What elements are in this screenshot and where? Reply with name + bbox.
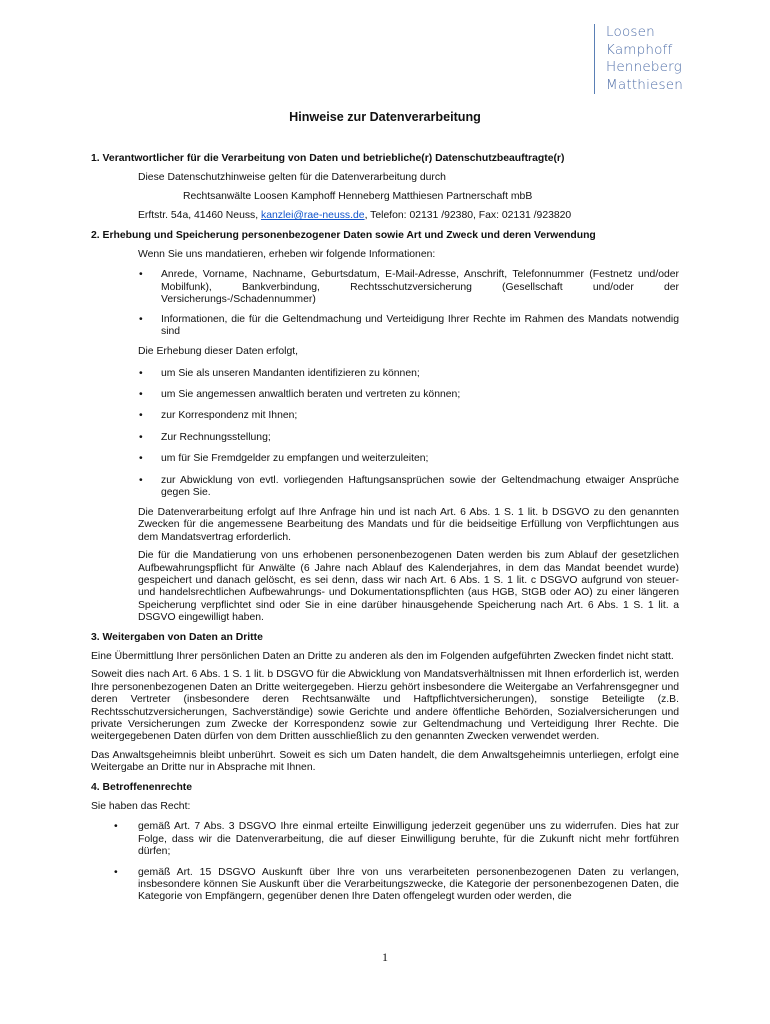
section-2-intro-2: Die Erhebung dieser Daten erfolgt, [138,346,298,358]
list-item: • um für Sie Fremdgelder zu empfangen und weiterzuleiten; [91,453,679,465]
logo-line: Matthiesen [606,76,684,93]
section-3-paragraph-3: Das Anwaltsgeheimnis bleibt unberührt. Soweit es sich um Daten handelt, die dem Anwaltsgeheimnis unterliegen, erfolgt eine Weitergabe an Dritte nur in Absprache mit Ihnen. [91,749,679,774]
list-item: • zur Korrespondenz mit Ihnen; [91,410,679,422]
document-title: Hinweise zur Datenverarbeitung [289,110,481,124]
section-2-intro: Wenn Sie uns mandatieren, erheben wir folgende Informationen: [138,249,436,261]
firm-address [91,210,679,222]
section-2-paragraph-legal-basis: Die Datenverarbeitung erfolgt auf Ihre Anfrage hin und ist nach Art. 6 Abs. 1 S. 1 lit. b DSGVO zu den genannten Zwecken für die angemessene Bearbeitung des Mandats und für die beidseitige Erfüllung von Verpflichtungen aus dem Mandatsvertrag erforderlich. [138,506,679,543]
section-2-heading: 2. Erhebung und Speicherung personenbezogener Daten sowie Art und Zweck und deren Verwendung [91,229,596,241]
page-number: 1 [382,950,388,964]
email-link[interactable]: kanzlei@rae-neuss.de [261,210,365,222]
list-item: • Zur Rechnungsstellung; [91,432,679,444]
list-item: • gemäß Art. 7 Abs. 3 DSGVO Ihre einmal erteilte Einwilligung jederzeit gegenüber uns zu widerrufen. Dies hat zur Folge, dass wir die Datenverarbeitung, die auf dieser Einwilligung beruhte, für die Zukunft nicht mehr fortführen dürfen; [91,821,679,858]
purpose-list [91,368,679,500]
document-body [91,153,679,910]
logo-line: Kamphoff [606,41,673,58]
address-text: Erftstr. 54a, 41460 Neuss, [138,210,262,222]
logo-line: Loosen [606,24,655,40]
section-3-paragraph-1: Eine Übermittlung Ihrer persönlichen Daten an Dritte zu anderen als den im Folgenden aufgeführten Zwecken findet nicht statt. [91,650,674,662]
firm-name: Rechtsanwälte Loosen Kamphoff Henneberg Matthiesen Partnerschaft mbB [183,190,533,202]
list-item: • Informationen, die für die Geltendmachung und Verteidigung Ihrer Rechte im Rahmen des Mandats notwendig sind [91,314,679,339]
section-3-paragraph-2: Soweit dies nach Art. 6 Abs. 1 S. 1 lit. b DSGVO für die Abwicklung von Mandatsverhältnissen mit Ihnen erforderlich ist, werden Ihre personenbezogenen Daten an Dritte weitergegeben. Hierzu gehört insbesondere die Weitergabe an Verfahrensgegner und deren Vertreter (insbesondere deren Rechtsanwälte und Haftpflichtversicherungen), sonstige Beteiligte (z.B. Rechtsschutzversicherungen, Sachverständige) sowie Gerichte und andere öffentliche Behörden, Sozialversicherungen und private Versicherungen zum Zwecke der Korrespondenz sowie zur Geltendmachung und Verteidigung Ihrer Rechte. Die weitergegebenen Daten dürfen von dem Dritten ausschließlich zu den genannten Zwecken verwendet werden. [91,669,679,743]
list-item: • gemäß Art. 15 DSGVO Auskunft über Ihre von uns verarbeiteten personenbezogenen Daten zu verlangen, insbesondere können Sie Auskunft über die Verarbeitungszwecke, die Kategorie der personenbezogenen Daten, die Kategorie von Empfängern, gegenüber denen Ihre Daten offengelegt wurden oder werden, die [91,867,679,904]
section-1-intro: Diese Datenschutzhinweise gelten für die Datenverarbeitung durch [138,172,446,184]
list-item: • um Sie als unseren Mandanten identifizieren zu können; [91,368,679,380]
logo-line: Henneberg [606,59,682,75]
list-item: • zur Abwicklung von evtl. vorliegenden Haftungsansprüchen sowie der Geltendmachung etwaiger Ansprüche gegen Sie. [91,475,679,500]
list-item: • um Sie angemessen anwaltlich beraten und vertreten zu können; [91,389,679,401]
firm-logo [594,24,683,94]
section-4-heading: 4. Betroffenenrechte [91,781,193,793]
section-4-intro: Sie haben das Recht: [91,801,191,813]
section-3-heading: 3. Weitergaben von Daten an Dritte [91,631,263,643]
collected-data-list [91,269,679,338]
rights-list [91,821,679,903]
contact-text: , Telefon: 02131 /92380, Fax: 02131 /923820 [364,210,572,222]
section-1-heading: 1. Verantwortlicher für die Verarbeitung von Daten und betriebliche(r) Datenschutzbeauftragte(r) [91,153,565,164]
list-item: • Anrede, Vorname, Nachname, Geburtsdatum, E-Mail-Adresse, Anschrift, Telefonnummer (Festnetz und/oder Mobilfunk), Bankverbindung, Rechtsschutzversicherung (Gesellschaft und/oder der Versicherungs-/Schadennummer) [91,269,679,306]
section-2-paragraph-retention: Die für die Mandatierung von uns erhobenen personenbezogenen Daten werden bis zum Ablauf der gesetzlichen Aufbewahrungspflicht für Anwälte (6 Jahre nach Ablauf des Kalenderjahres, in dem das Mandat beendet wurde) gespeichert und danach gelöscht, es sei denn, dass wir nach Art. 6 Abs. 1 S. 1 lit. c DSGVO aufgrund von steuer- und handelsrechtlichen Aufbewahrungs- und Dokumentationspflichten (aus HGB, StGB oder AO) zu einer längeren Speicherung verpflichtet sind oder Sie in eine darüber hinausgehende Speicherung nach Art. 6 Abs. 1 S. 1 lit. a DSGVO eingewilligt haben. [138,550,679,624]
